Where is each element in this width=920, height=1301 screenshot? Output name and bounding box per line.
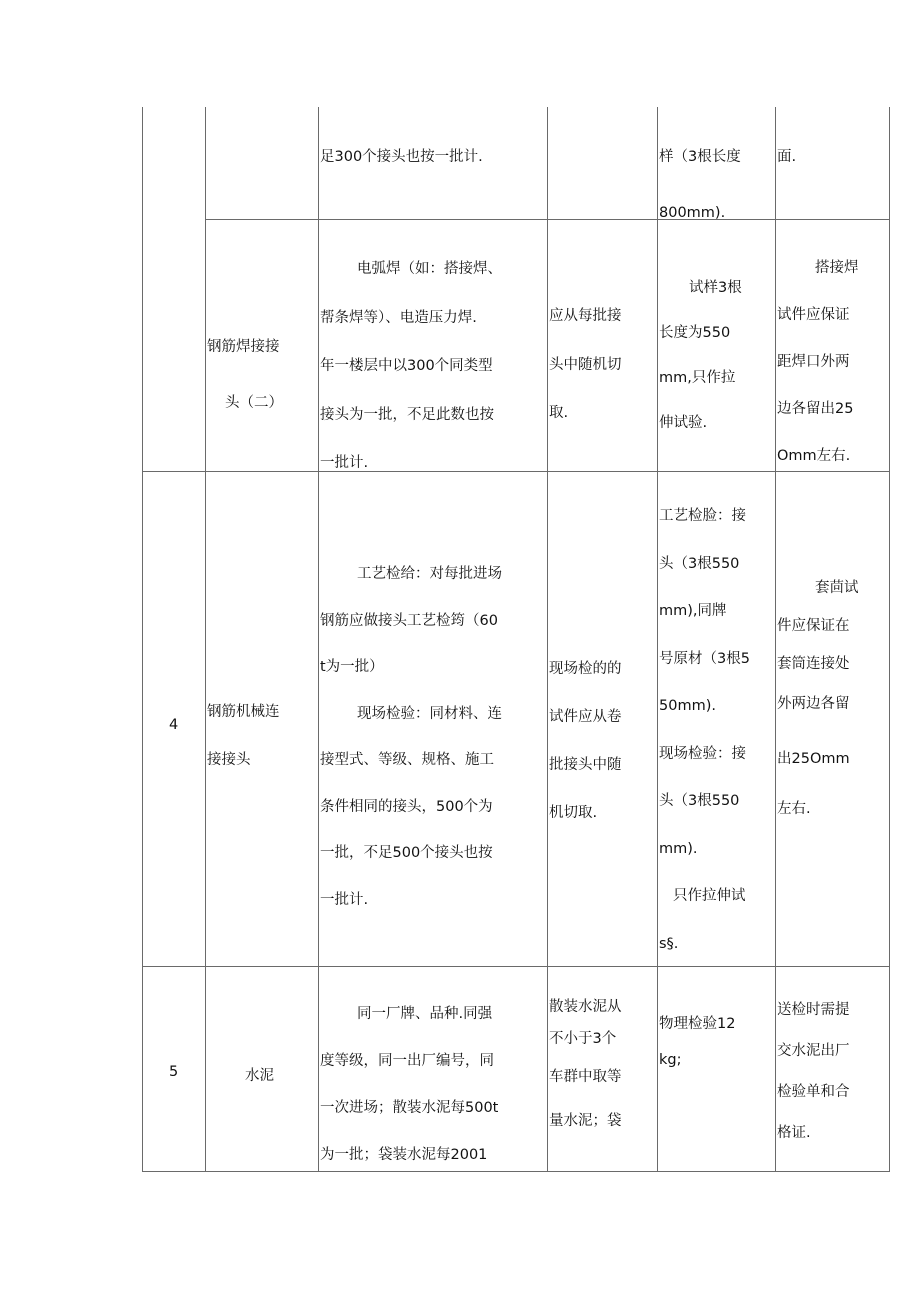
- text-line: 电弧焊（如：搭接焊、: [357, 261, 502, 277]
- remark-cell: [777, 129, 796, 185]
- text-line: 试件应保证: [777, 307, 850, 323]
- text-line: 出25Omm: [777, 751, 850, 767]
- text-line: 取.: [549, 405, 569, 421]
- sampling-cell: [549, 292, 622, 438]
- remark-cell: [777, 245, 859, 480]
- text-line: t为一批）: [320, 659, 384, 675]
- text-line: 物理检验12: [659, 1016, 736, 1032]
- text-line: 度等级，同一出厂编号，同: [320, 1053, 494, 1069]
- text-line: 号原材（3根5: [659, 650, 750, 667]
- sampling-cell: [549, 645, 622, 837]
- text-line: 工艺检给：对每批进场: [357, 566, 502, 582]
- column-divider: [775, 107, 776, 1172]
- text-line: 左右.: [777, 801, 811, 817]
- text-line: 试样3根: [689, 280, 742, 296]
- text-line: 距焊口外两: [777, 354, 850, 370]
- column-divider: [318, 107, 319, 1172]
- text-line: 现场检验：接: [659, 745, 746, 762]
- text-line: 外两边各留: [777, 696, 850, 712]
- text-line: 头中随机切: [549, 356, 622, 373]
- text-line: 水泥: [245, 1068, 274, 1084]
- text-line: 一次进场；散装水泥每500t: [320, 1100, 499, 1116]
- column-divider: [657, 107, 658, 1172]
- text-line: 为一批；袋装水泥每2001: [320, 1147, 488, 1163]
- text-line: 检验单和合: [777, 1084, 850, 1100]
- item-cell: [207, 688, 280, 784]
- text-line: 头（3根550: [659, 555, 740, 572]
- text-line: 帮条焊等）、电造压力焊.: [320, 309, 477, 326]
- text-line: 车群中取等: [549, 1069, 622, 1085]
- sampling-cell: [549, 991, 622, 1143]
- text-line: 不小于3个: [549, 1031, 617, 1047]
- table-border-bottom: [142, 1171, 890, 1172]
- text-line: mm),同牌: [659, 603, 727, 619]
- test-cell: [659, 1008, 735, 1080]
- standard-cell: [320, 129, 483, 185]
- text-line: 只作拉伸试: [673, 888, 746, 904]
- text-line: 件应保证在: [777, 618, 850, 634]
- text-line: 量水泥；袋: [549, 1113, 622, 1129]
- text-line: 散装水泥从: [549, 999, 622, 1015]
- item-cell: [245, 1064, 274, 1085]
- column-divider: [205, 107, 206, 1172]
- text-line: s§.: [659, 935, 679, 952]
- text-line: 套茴试: [815, 580, 859, 596]
- text-line: 800mm).: [659, 205, 726, 221]
- text-line: 伸试验.: [659, 415, 708, 431]
- text-line: 搭接焊: [815, 260, 859, 276]
- text-line: kg;: [659, 1052, 682, 1068]
- text-line: 现场检的的: [549, 661, 622, 677]
- standard-cell: [320, 991, 498, 1179]
- text-line: 接型式、等级、规格、施工: [320, 752, 494, 768]
- text-line: 足300个接头也按一批计.: [320, 149, 483, 165]
- text-line: 同一厂牌、品种.同强: [357, 1006, 493, 1022]
- item-cell: [207, 319, 283, 431]
- text-line: 一批计.: [320, 455, 369, 471]
- text-line: 样（3根长度: [659, 149, 741, 165]
- text-line: mm,只作拉: [659, 370, 736, 386]
- text-line: 长度为550: [659, 325, 731, 341]
- text-line: 边各留出25: [777, 401, 854, 417]
- row-number: 4: [169, 717, 179, 733]
- text-line: 试件应从卷: [549, 709, 622, 725]
- table-border-right: [889, 107, 890, 1172]
- text-line: 接头为一批，不足此数也按: [320, 406, 494, 423]
- remark-cell: [777, 568, 859, 824]
- text-line: 头（二）: [225, 395, 283, 411]
- column-divider: [547, 107, 548, 1172]
- test-cell: [659, 266, 742, 446]
- text-line: Omm左右.: [777, 448, 851, 464]
- text-line: 套筒连接处: [777, 656, 850, 672]
- standard-cell: [320, 245, 502, 488]
- row-number: 5: [169, 1064, 179, 1080]
- text-line: 机切取.: [549, 805, 598, 821]
- text-line: 现场检验：同材料、连: [357, 705, 502, 722]
- test-cell: [659, 493, 750, 968]
- text-line: 一批，不足500个接头也按: [320, 845, 493, 861]
- test-cell: [659, 129, 741, 241]
- text-line: 应从每批接: [549, 308, 622, 324]
- standard-cell: [320, 551, 502, 923]
- text-line: 批接头中随: [549, 757, 622, 773]
- text-line: 送检时需提: [777, 1002, 850, 1018]
- row-divider: [142, 966, 890, 967]
- text-line: 50mm).: [659, 698, 716, 714]
- row-divider: [205, 219, 890, 220]
- text-line: 钢筋应做接头工艺检筠（60: [320, 612, 498, 629]
- table-border-left: [142, 107, 143, 1172]
- text-line: 条件相同的接头，500个为: [320, 798, 493, 815]
- text-line: 面.: [777, 149, 797, 165]
- text-line: 接接头: [207, 752, 251, 768]
- text-line: mm).: [659, 840, 698, 857]
- text-line: 格证.: [777, 1125, 811, 1141]
- text-line: 年一楼层中以300个同类型: [320, 358, 493, 374]
- text-line: 工艺检脸：接: [659, 508, 746, 524]
- text-line: 交水泥出厂: [777, 1043, 850, 1059]
- remark-cell: [777, 990, 850, 1154]
- text-line: 钢筋机械连: [207, 704, 280, 720]
- text-line: 一批计.: [320, 891, 369, 908]
- text-line: 钢筋焊接接: [207, 339, 280, 355]
- text-line: 头（3根550: [659, 793, 740, 809]
